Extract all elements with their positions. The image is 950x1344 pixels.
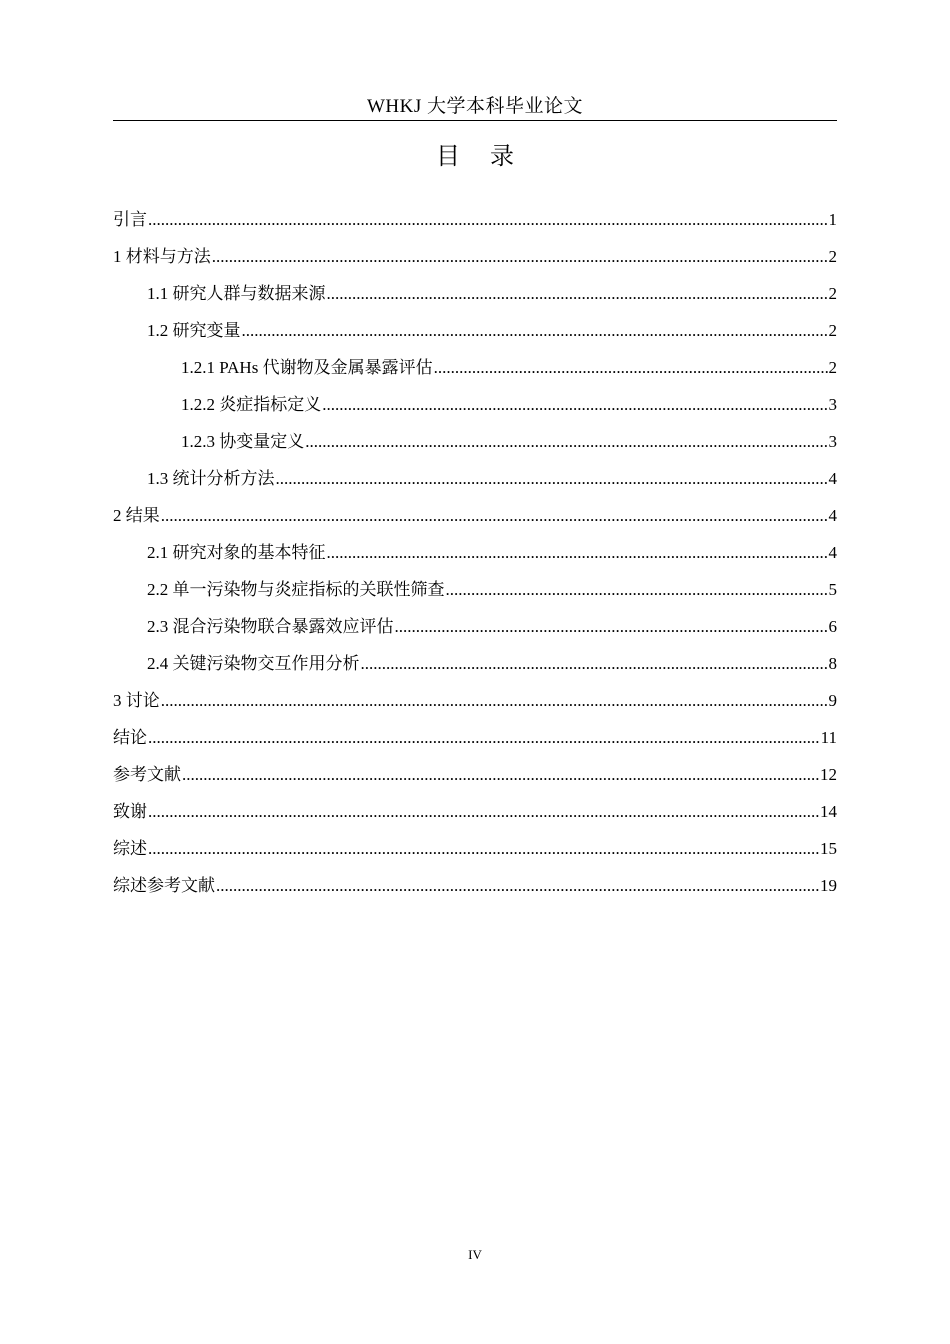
dot-leader bbox=[305, 427, 827, 457]
toc-entry-introduction[interactable] bbox=[113, 205, 837, 242]
toc-entry-label: 1.3 统计分析方法 bbox=[147, 469, 275, 488]
toc-entry-page: 2 bbox=[828, 247, 837, 266]
toc-entry-label: 综述 bbox=[113, 839, 147, 858]
toc-entry-study-variables[interactable] bbox=[113, 316, 837, 353]
toc-entry-page: 4 bbox=[828, 543, 837, 562]
dot-leader bbox=[395, 612, 828, 642]
toc-entry-references[interactable] bbox=[113, 760, 837, 797]
dot-leader bbox=[276, 464, 828, 494]
toc-entry-review[interactable] bbox=[113, 834, 837, 871]
running-header bbox=[113, 94, 837, 120]
toc-entry-interaction-analysis[interactable] bbox=[113, 649, 837, 686]
toc-entry-page: 4 bbox=[828, 469, 837, 488]
dot-leader bbox=[242, 316, 828, 346]
toc-entry-study-population[interactable] bbox=[113, 279, 837, 316]
toc-entry-page: 19 bbox=[820, 876, 837, 895]
dot-leader bbox=[161, 686, 828, 716]
toc-entry-single-pollutant-screening[interactable] bbox=[113, 575, 837, 612]
toc-entry-page: 6 bbox=[828, 617, 837, 636]
toc-entry-label: 1.2.3 协变量定义 bbox=[181, 432, 305, 451]
toc-entry-label: 2.3 混合污染物联合暴露效应评估 bbox=[147, 617, 394, 636]
dot-leader bbox=[182, 760, 819, 790]
dot-leader bbox=[434, 353, 828, 383]
toc-entry-conclusion[interactable] bbox=[113, 723, 837, 760]
toc-entry-label: 1.2.1 PAHs 代谢物及金属暴露评估 bbox=[181, 358, 433, 377]
dot-leader bbox=[148, 834, 819, 864]
toc-entry-page: 3 bbox=[828, 395, 837, 414]
toc-entry-inflammation-definition[interactable] bbox=[113, 390, 837, 427]
dot-leader bbox=[148, 723, 820, 753]
toc-entry-label: 结论 bbox=[113, 728, 147, 747]
toc-entry-page: 9 bbox=[828, 691, 837, 710]
dot-leader bbox=[161, 501, 828, 531]
toc-entry-label: 致谢 bbox=[113, 802, 147, 821]
toc-entry-label: 2.1 研究对象的基本特征 bbox=[147, 543, 326, 562]
toc-entry-label: 2.4 关键污染物交互作用分析 bbox=[147, 654, 360, 673]
toc-entry-page: 8 bbox=[828, 654, 837, 673]
toc-entry-pahs-exposure[interactable] bbox=[113, 353, 837, 390]
toc-entry-label: 1 材料与方法 bbox=[113, 247, 211, 266]
toc-entry-label: 引言 bbox=[113, 210, 147, 229]
toc-entry-label: 综述参考文献 bbox=[113, 876, 215, 895]
toc-entry-acknowledgements[interactable] bbox=[113, 797, 837, 834]
toc-entry-page: 2 bbox=[828, 358, 837, 377]
toc-entry-label: 参考文献 bbox=[113, 765, 181, 784]
table-of-contents bbox=[113, 205, 837, 908]
dot-leader bbox=[148, 205, 828, 235]
toc-entry-discussion[interactable] bbox=[113, 686, 837, 723]
dot-leader bbox=[446, 575, 828, 605]
toc-entry-baseline-characteristics[interactable] bbox=[113, 538, 837, 575]
toc-entry-mixture-effects[interactable] bbox=[113, 612, 837, 649]
toc-entry-page: 1 bbox=[828, 210, 837, 229]
toc-entry-label: 1.2.2 炎症指标定义 bbox=[181, 395, 322, 414]
toc-title: 目录 bbox=[436, 144, 544, 170]
dot-leader bbox=[216, 871, 819, 901]
dot-leader bbox=[322, 390, 827, 420]
toc-entry-statistical-methods[interactable] bbox=[113, 464, 837, 501]
toc-entry-page: 2 bbox=[828, 321, 837, 340]
toc-entry-covariates[interactable] bbox=[113, 427, 837, 464]
toc-entry-label: 1.1 研究人群与数据来源 bbox=[147, 284, 326, 303]
toc-entry-page: 14 bbox=[820, 802, 837, 821]
toc-entry-label: 3 讨论 bbox=[113, 691, 160, 710]
toc-entry-label: 2 结果 bbox=[113, 506, 160, 525]
toc-entry-page: 12 bbox=[820, 765, 837, 784]
dot-leader bbox=[327, 279, 828, 309]
toc-entry-page: 3 bbox=[828, 432, 837, 451]
toc-entry-label: 2.2 单一污染物与炎症指标的关联性筛查 bbox=[147, 580, 445, 599]
toc-entry-page: 5 bbox=[828, 580, 837, 599]
header-divider bbox=[113, 120, 837, 121]
toc-entry-label: 1.2 研究变量 bbox=[147, 321, 241, 340]
dot-leader bbox=[212, 242, 828, 272]
header-title: WHKJ 大学本科毕业论文 bbox=[366, 96, 584, 117]
page-number: IV bbox=[468, 1247, 482, 1262]
toc-entry-page: 11 bbox=[820, 728, 837, 747]
toc-entry-page: 2 bbox=[828, 284, 837, 303]
toc-entry-page: 15 bbox=[820, 839, 837, 858]
toc-entry-materials-methods[interactable] bbox=[113, 242, 837, 279]
dot-leader bbox=[327, 538, 828, 568]
dot-leader bbox=[148, 797, 819, 827]
toc-entry-results[interactable] bbox=[113, 501, 837, 538]
toc-entry-review-references[interactable] bbox=[113, 871, 837, 908]
toc-entry-page: 4 bbox=[828, 506, 837, 525]
dot-leader bbox=[361, 649, 828, 679]
